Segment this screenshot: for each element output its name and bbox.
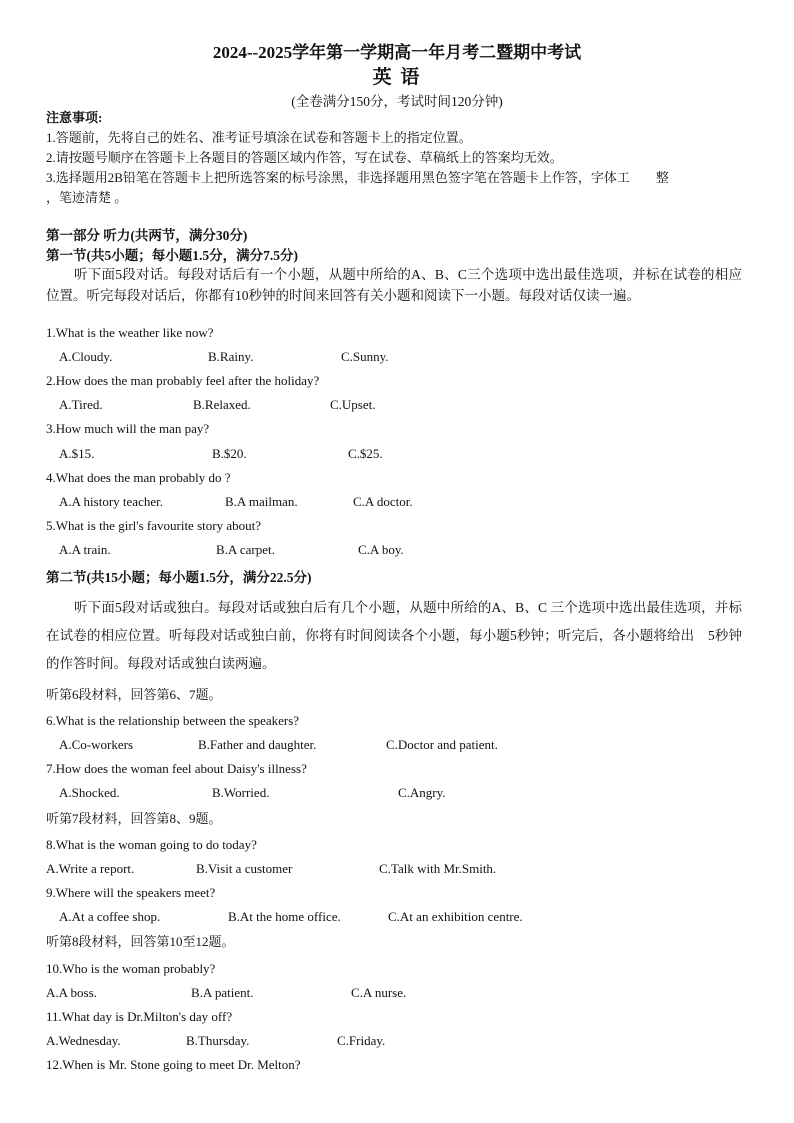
q6-option-b: B.Father and daughter. (198, 737, 317, 752)
q2-option-b: B.Relaxed. (193, 397, 251, 412)
notice-item-3-cont: ，笔迹清楚 。 (46, 190, 128, 205)
material-7-label: 听第7段材料，回答第8、9题。 (46, 811, 222, 826)
q10-option-c: C.A nurse. (351, 985, 407, 1000)
question-7: 7.How does the woman feel about Daisy's illness? (46, 761, 307, 776)
q9-option-a: A.At a coffee shop. (59, 909, 161, 924)
q1-option-a: A.Cloudy. (59, 349, 113, 364)
q8-option-c: C.Talk with Mr.Smith. (379, 861, 497, 876)
q1-option-c: C.Sunny. (341, 349, 389, 364)
question-4: 4.What does the man probably do ? (46, 470, 231, 485)
section2-heading: 第二节(共15小题；每小题1.5分，满分22.5分) (46, 570, 312, 585)
q6-option-c: C.Doctor and patient. (386, 737, 498, 752)
notice-item-1: 1.答题前，先将自己的姓名、准考证号填涂在试卷和答题卡上的指定位置。 (46, 130, 472, 145)
q9-option-c: C.At an exhibition centre. (388, 909, 523, 924)
question-9: 9.Where will the speakers meet? (46, 885, 216, 900)
q4-option-a: A.A history teacher. (59, 494, 163, 509)
question-3: 3.How much will the man pay? (46, 421, 210, 436)
q8-option-a: A.Write a report. (46, 861, 135, 876)
notice-item-2: 2.请按题号顺序在答题卡上各题目的答题区域内作答，写在试卷、草稿纸上的答案均无效。 (46, 150, 563, 165)
q9-option-b: B.At the home office. (228, 909, 341, 924)
question-10: 10.Who is the woman probably? (46, 961, 216, 976)
question-8: 8.What is the woman going to do today? (46, 837, 257, 852)
q4-option-c: C.A doctor. (353, 494, 413, 509)
question-11: 11.What day is Dr.Milton's day off? (46, 1009, 233, 1024)
section1-heading: 第一节(共5小题；每小题1.5分，满分7.5分) (46, 248, 298, 263)
q11-option-a: A.Wednesday. (46, 1033, 121, 1048)
q7-option-c: C.Angry. (398, 785, 446, 800)
subject-title: 英 语 (372, 67, 422, 88)
question-6: 6.What is the relationship between the speakers? (46, 713, 300, 728)
q3-option-a: A.$15. (59, 446, 95, 461)
notice-item-3: 3.选择题用2B铅笔在答题卡上把所选答案的标号涂黑，非选择题用黑色签字笔在答题卡上作答，字体工 整 (46, 170, 669, 185)
exam-subtitle: (全卷满分150分，考试时间120分钟) (291, 94, 503, 109)
q7-option-a: A.Shocked. (59, 785, 120, 800)
question-2: 2.How does the man probably feel after the holiday? (46, 373, 320, 388)
notice-heading: 注意事项: (46, 110, 103, 125)
q2-option-a: A.Tired. (59, 397, 103, 412)
section2-instruction: 听下面5段对话或独白。每段对话或独白后有几个小题，从题中所给的A、B、C 三个选项中选出最佳选项，并标在试卷的相应位置。听每段对话或独白前，你将有时间阅读各个小题，每小题5秒钟；听完后，各小题将给出 5秒钟的作答时间。每段对话或独白读两遍。 (46, 600, 742, 671)
q6-option-a: A.Co-workers (59, 737, 134, 752)
question-12: 12.When is Mr. Stone going to meet Dr. Melton? (46, 1057, 301, 1072)
q11-option-c: C.Friday. (337, 1033, 386, 1048)
q10-option-b: B.A patient. (191, 985, 254, 1000)
question-1: 1.What is the weather like now? (46, 325, 214, 340)
q2-option-c: C.Upset. (330, 397, 376, 412)
q5-option-c: C.A boy. (358, 542, 404, 557)
q3-option-c: C.$25. (348, 446, 383, 461)
exam-title: 2024--2025学年第一学期高一年月考二暨期中考试 (212, 43, 582, 62)
q8-option-b: B.Visit a customer (196, 861, 293, 876)
q3-option-b: B.$20. (212, 446, 247, 461)
section1-instruction: 听下面5段对话。每段对话后有一个小题，从题中所给的A、B、C三个选项中选出最佳选项，并标在试卷的相应位置。听完每段对话后，你都有10秒钟的时间来回答有关小题和阅读下一小题。每段对话仅读一遍。 (46, 267, 742, 303)
q5-option-b: B.A carpet. (216, 542, 275, 557)
q5-option-a: A.A train. (59, 542, 111, 557)
q10-option-a: A.A boss. (46, 985, 97, 1000)
material-8-label: 听第8段材料，回答第10至12题。 (46, 934, 235, 949)
material-6-label: 听第6段材料，回答第6、7题。 (46, 687, 222, 702)
q4-option-b: B.A mailman. (225, 494, 298, 509)
question-5: 5.What is the girl's favourite story about? (46, 518, 261, 533)
part1-heading: 第一部分 听力(共两节，满分30分) (46, 228, 248, 243)
q1-option-b: B.Rainy. (208, 349, 254, 364)
q11-option-b: B.Thursday. (186, 1033, 250, 1048)
q7-option-b: B.Worried. (212, 785, 270, 800)
